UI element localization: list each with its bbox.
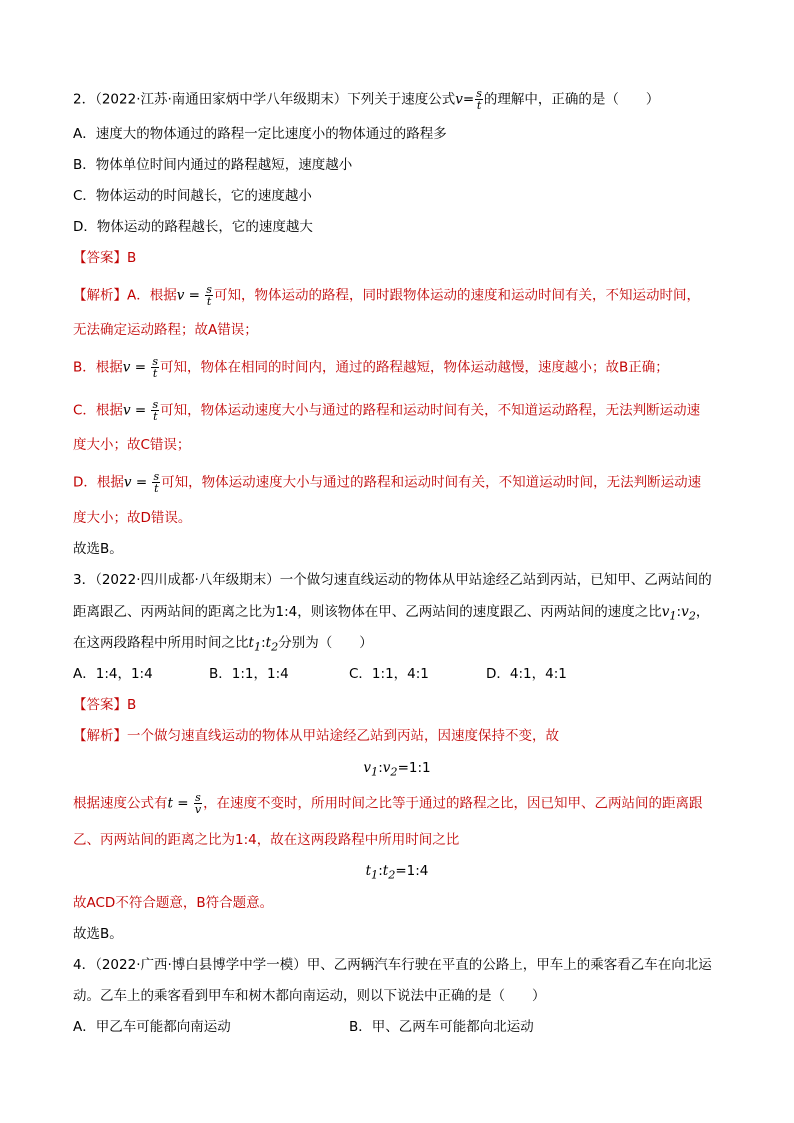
- q2-conclusion: 故选B。: [73, 541, 123, 557]
- formula-v: v: [176, 287, 185, 304]
- analysis-text: 可知，物体运动的路程，同时跟物体运动的速度和运动时间有关，不知运动时间，: [213, 287, 700, 304]
- var-t: t: [167, 795, 173, 812]
- q2-analysis-b: [73, 356, 669, 379]
- q4-option-a: A．甲乙车可能都向南运动: [73, 1019, 231, 1035]
- q2-formula-v: v: [455, 91, 463, 108]
- subscript: 1: [669, 609, 677, 623]
- q3-analysis-4: 故ACD不符合题意，B符合题意。: [73, 895, 274, 911]
- subscript: 2: [688, 609, 696, 623]
- q3-option-d: D．4:1，4:1: [486, 666, 567, 682]
- analysis-text: ，在速度不变时，所用时间之比等于通过的路程之比，因已知甲、乙两站间的距离跟: [203, 795, 703, 812]
- q2-analysis-c: [73, 399, 700, 422]
- answer-value: B: [127, 250, 137, 266]
- q4-stem-line1: 4．（2022·广西·博白县博学中学一模）甲、乙两辆汽车行驶在平直的公路上，甲车上的乘客看乙车在向北运: [73, 957, 712, 973]
- formula-fraction: [152, 471, 160, 494]
- analysis-lead: A．根据: [127, 287, 177, 304]
- subscript: 1: [371, 868, 379, 882]
- analysis-text: 可知，物体运动速度大小与通过的路程和运动时间有关，不知道运动路程，无法判断运动速: [160, 402, 701, 419]
- analysis-tag: 【解析】: [73, 728, 127, 744]
- q2-stem-text: 2．（2022·江苏·南通田家炳中学八年级期末）下列关于速度公式: [73, 91, 456, 108]
- q3-analysis-1: [73, 726, 559, 746]
- var-v: v: [661, 604, 670, 620]
- subscript: 1: [371, 765, 379, 779]
- colon: :: [378, 760, 383, 776]
- q2-option-d: D．物体运动的路程越长，它的速度越大: [73, 219, 313, 235]
- formula-v: v: [122, 359, 131, 376]
- analysis-text: 可知，物体在相同的时间内，通过的路程越短，物体运动越慢，速度越小；故B正确；: [159, 359, 669, 376]
- q2-stem: [73, 88, 659, 111]
- subscript: 1: [253, 640, 262, 654]
- q2-analysis-a-line2: 无法确定运动路程；故A错误；: [73, 322, 258, 338]
- analysis-text: 根据速度公式有: [73, 795, 168, 812]
- fraction-denominator: t: [206, 295, 212, 308]
- formula-v: v: [122, 402, 131, 419]
- q2-analysis-a: [73, 284, 700, 307]
- fraction-denominator: v: [194, 803, 202, 816]
- formula-eq: =: [130, 359, 151, 376]
- q3-conclusion: 故选B。: [73, 926, 123, 942]
- q3-answer: [73, 695, 136, 715]
- q3-stem-text-end: 分别为（ ）: [278, 635, 373, 651]
- subscript: 2: [271, 640, 279, 654]
- q2-stem-text-end: 的理解中，正确的是（ ）: [483, 91, 660, 108]
- q2-option-c: C．物体运动的时间越长，它的速度越小: [73, 188, 312, 204]
- colon: :: [261, 635, 266, 651]
- q3-option-a: A．1:4，1:4: [73, 666, 153, 682]
- q2-answer: [73, 248, 136, 268]
- analysis-text: 一个做匀速直线运动的物体从甲站途经乙站到丙站，因速度保持不变，故: [127, 728, 559, 744]
- analysis-lead: B．根据: [73, 359, 123, 376]
- equation-value: =1:4: [395, 863, 429, 879]
- q3-option-c: C．1:1，4:1: [349, 666, 429, 682]
- fraction-numerator: s: [152, 355, 158, 368]
- var-t: t: [382, 863, 389, 879]
- var-v: v: [363, 760, 372, 776]
- analysis-tag: 【解析】: [73, 287, 127, 304]
- q4-stem-line2: 动。乙车上的乘客看到甲车和树木都向南运动，则以下说法中正确的是（ ）: [73, 988, 546, 1004]
- q4-option-b: B．甲、乙两车可能都向北运动: [349, 1019, 534, 1035]
- analysis-lead: C．根据: [73, 402, 123, 419]
- q2-option-b: B．物体单位时间内通过的路程越短，速度越小: [73, 157, 353, 173]
- q2-formula-eq: =: [462, 91, 475, 108]
- q2-option-a: A．速度大的物体通过的路程一定比速度小的物体通过的路程多: [73, 126, 447, 142]
- answer-tag: 【答案】: [73, 697, 127, 713]
- formula-eq: =: [172, 795, 193, 812]
- q3-stem-text: 在这两段路程中所用时间之比: [73, 635, 249, 651]
- q3-stem-text: 距离跟乙、丙两站间的距离之比为1:4，则该物体在甲、乙两站间的速度跟乙、丙两站间的速度之比: [73, 604, 662, 620]
- fraction-numerator: s: [153, 470, 160, 483]
- formula-eq: =: [184, 287, 205, 304]
- var-v: v: [681, 604, 689, 620]
- colon: :: [378, 863, 383, 879]
- fraction-denominator: t: [154, 482, 159, 495]
- formula-eq: =: [130, 402, 151, 419]
- q2-analysis-d: [73, 471, 701, 494]
- fraction-numerator: s: [206, 283, 212, 296]
- q2-analysis-c-line2: 度大小；故C错误；: [73, 437, 191, 453]
- fraction-numerator: s: [195, 791, 201, 804]
- formula-fraction: [151, 356, 159, 379]
- q2-formula-fraction: [475, 88, 483, 111]
- fraction-denominator: t: [153, 410, 158, 423]
- var-t: t: [248, 635, 254, 651]
- fraction-numerator: s: [476, 87, 482, 100]
- q3-stem-line1: 3．（2022·四川成都·八年级期末）一个做匀速直线运动的物体从甲站途经乙站到丙站，已知甲、乙两站间的: [73, 572, 712, 588]
- equation-value: =1:1: [397, 760, 431, 776]
- q3-equation-v-ratio: [0, 758, 794, 783]
- var-t: t: [265, 635, 272, 651]
- q3-analysis-3: 乙、丙两站间的距离之比为1:4，故在这两段路程中所用时间之比: [73, 832, 460, 848]
- fraction-numerator: s: [152, 398, 159, 411]
- q3-equation-t-ratio: [0, 861, 794, 886]
- formula-eq: =: [131, 474, 152, 491]
- q3-stem-line2: [73, 602, 709, 627]
- subscript: 2: [388, 868, 396, 882]
- formula-v: v: [123, 474, 132, 491]
- colon: :: [676, 604, 682, 620]
- var-t: t: [365, 863, 372, 879]
- var-v: v: [382, 760, 391, 776]
- analysis-text: 可知，物体运动速度大小与通过的路程和运动时间有关，不知道运动时间，无法判断运动速: [161, 474, 702, 491]
- answer-tag: 【答案】: [73, 250, 127, 266]
- formula-fraction: [151, 399, 159, 422]
- punctuation: ，: [695, 604, 710, 620]
- fraction-denominator: t: [152, 367, 158, 380]
- answer-value: B: [127, 697, 137, 713]
- fraction-denominator: t: [476, 99, 482, 112]
- q3-stem-line3: [73, 633, 373, 658]
- subscript: 2: [390, 765, 398, 779]
- formula-fraction: [205, 284, 213, 307]
- q3-option-b: B．1:1，1:4: [209, 666, 289, 682]
- formula-fraction: [194, 792, 202, 815]
- q3-analysis-2: [73, 792, 703, 815]
- analysis-lead: D．根据: [73, 474, 124, 491]
- q2-analysis-d-line2: 度大小；故D错误。: [73, 510, 192, 526]
